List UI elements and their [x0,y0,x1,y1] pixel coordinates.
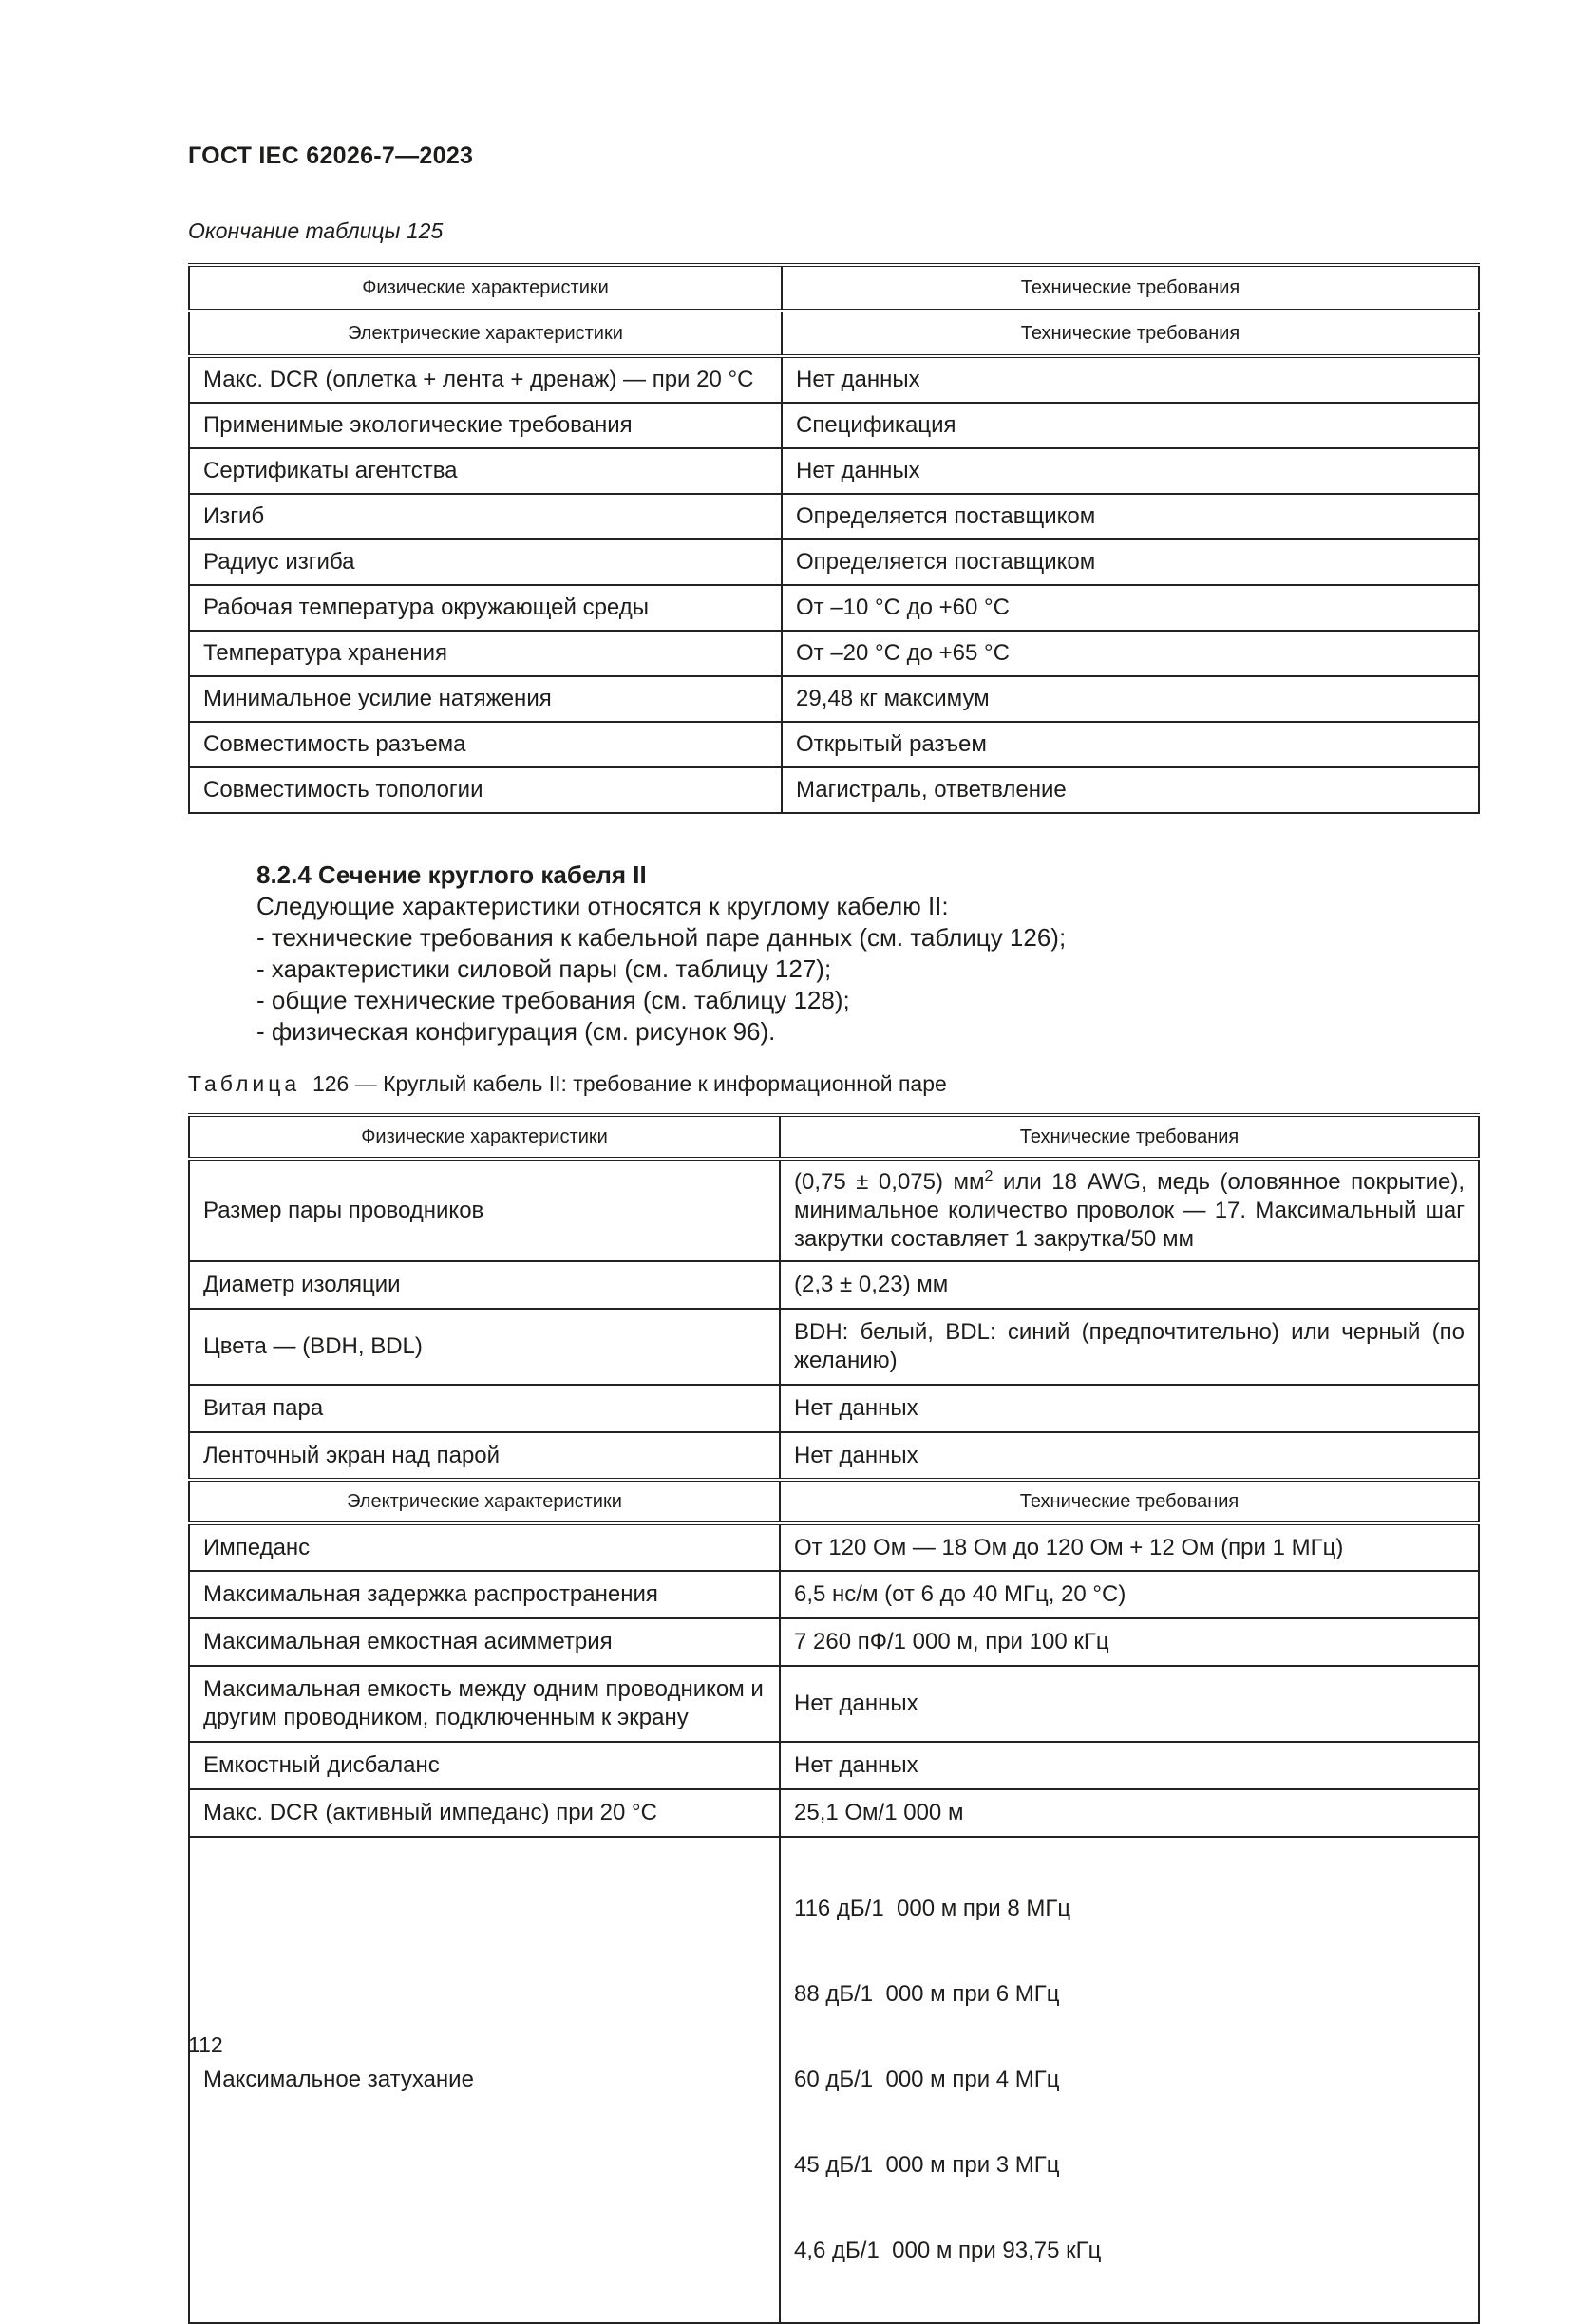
table-header-row [189,311,1479,356]
attenuation-value: 60 дБ/1 000 м при 4 МГц [794,2067,1060,2092]
table-cell: (2,3 ± 0,23) мм [780,1261,1479,1309]
table-row [189,356,1479,403]
table-cell: Нет данных [780,1432,1479,1480]
table-cell: Нет данных [780,1385,1479,1432]
table-cell: 7 260 пФ/1 000 м, при 100 кГц [780,1618,1479,1666]
table-cell: Ленточный экран над парой [189,1432,780,1480]
table-cell: Витая пара [189,1385,780,1432]
table-cell: Открытый разъем [782,722,1479,767]
table-cell: 25,1 Ом/1 000 м [780,1789,1479,1837]
size-value-a: (0,75 ± 0,075) мм [794,1168,985,1195]
table-row [189,722,1479,767]
table-cell: Максимальная емкость между одним проводником и другим проводником, подключенным к экрану [189,1666,780,1742]
table-125 [188,263,1480,814]
table-cell: Температура хранения [189,631,782,676]
list-item: - технические требования к кабельной паре данных (см. таблицу 126); [256,923,1067,952]
table-cell: От –10 °C до +60 °C [782,585,1479,631]
table-row [189,1261,1479,1309]
section-heading: 8.2.4 Сечение круглого кабеля II [256,860,647,889]
table-header-row [189,265,1479,311]
size-value-b: или 18 AWG, медь (оловянное покрытие), минимальное количество проволок — 17. Максимальный шаг закрутки составляет 1 закрутка/50 мм [794,1168,1465,1252]
table-cell: Максимальное затухание [189,1837,780,2323]
attenuation-value: 116 дБ/1 000 м при 8 МГц [794,1896,1071,1921]
table-cell: Совместимость разъема [189,722,782,767]
table-cell: Определяется поставщиком [782,539,1479,585]
table-cell [780,1837,1479,2323]
table-row [189,1523,1479,1571]
table-cell: От –20 °C до +65 °C [782,631,1479,676]
table-caption-label: Таблица [188,1071,301,1096]
section-8-2-4 [256,860,1066,1048]
table-row [189,767,1479,813]
table-cell: Совместимость топологии [189,767,782,813]
size-value-sup: 2 [984,1167,994,1184]
table-cell: Сертификаты агентства [189,448,782,494]
table-row [189,1571,1479,1618]
table-row [189,1432,1479,1480]
attenuation-value: 4,6 дБ/1 000 м при 93,75 кГц [794,2238,1102,2263]
table-cell: Определяется поставщиком [782,494,1479,539]
header-cell: Электрические характеристики [189,311,782,356]
table-header-row [189,1480,1479,1523]
table-cell: Макс. DCR (активный импеданс) при 20 °C [189,1789,780,1837]
table-row [189,631,1479,676]
section-intro: Следующие характеристики относятся к круглому кабелю II: [256,892,949,920]
table-row [189,1742,1479,1789]
table-cell: Нет данных [780,1666,1479,1742]
table-caption-text: 126 — Круглый кабель II: требование к информационной паре [312,1071,947,1096]
table-cell: Размер пары проводников [189,1159,780,1261]
table-row [189,1309,1479,1385]
table-cell: Минимальное усилие натяжения [189,676,782,722]
table-cell: Макс. DCR (оплетка + лента + дренаж) — при 20 °C [189,356,782,403]
table-row [189,1789,1479,1837]
table-cell: Емкостный дисбаланс [189,1742,780,1789]
attenuation-value: 88 дБ/1 000 м при 6 МГц [794,1981,1060,2007]
table-cell: 6,5 нс/м (от 6 до 40 МГц, 20 °C) [780,1571,1479,1618]
table-row [189,1837,1479,2323]
table-row [189,1618,1479,1666]
table-row [189,1666,1479,1742]
table-cell: Магистраль, ответвление [782,767,1479,813]
table-cell: 29,48 кг максимум [782,676,1479,722]
table-row [189,676,1479,722]
document-title: ГОСТ IEC 62026-7—2023 [188,142,474,169]
table-125-continuation-caption: Окончание таблицы 125 [188,218,444,243]
list-item: - характеристики силовой пары (см. таблицу 127); [256,954,832,983]
table-row [189,539,1479,585]
table-row [189,1159,1479,1261]
table-row [189,448,1479,494]
table-126-caption [188,1071,947,1097]
list-item: - физическая конфигурация (см. рисунок 96). [256,1017,776,1046]
header-cell: Электрические характеристики [189,1480,780,1523]
table-cell: BDH: белый, BDL: синий (предпочтительно) или черный (по желанию) [780,1309,1479,1385]
table-126 [188,1113,1480,2324]
table-cell: Радиус изгиба [189,539,782,585]
table-cell: Спецификация [782,403,1479,448]
attenuation-value: 45 дБ/1 000 м при 3 МГц [794,2152,1060,2178]
header-cell: Физические характеристики [189,1115,780,1159]
table-cell: Цвета — (BDH, BDL) [189,1309,780,1385]
table-cell: Изгиб [189,494,782,539]
table-cell: Диаметр изоляции [189,1261,780,1309]
header-cell: Технические требования [782,311,1479,356]
table-cell: Нет данных [780,1742,1479,1789]
table-cell [780,1159,1479,1261]
table-cell: Максимальная емкостная асимметрия [189,1618,780,1666]
table-row [189,494,1479,539]
table-row [189,403,1479,448]
table-cell: Импеданс [189,1523,780,1571]
table-cell: Нет данных [782,448,1479,494]
table-cell: От 120 Ом — 18 Ом до 120 Ом + 12 Ом (при 1 МГц) [780,1523,1479,1571]
table-header-row [189,1115,1479,1159]
header-cell: Физические характеристики [189,265,782,311]
table-cell: Нет данных [782,356,1479,403]
table-cell: Максимальная задержка распространения [189,1571,780,1618]
header-cell: Технические требования [782,265,1479,311]
table-cell: Рабочая температура окружающей среды [189,585,782,631]
page-number: 112 [188,2032,223,2057]
list-item: - общие технические требования (см. таблицу 128); [256,986,850,1014]
table-row [189,1385,1479,1432]
header-cell: Технические требования [780,1115,1479,1159]
table-cell: Применимые экологические требования [189,403,782,448]
header-cell: Технические требования [780,1480,1479,1523]
table-row [189,585,1479,631]
